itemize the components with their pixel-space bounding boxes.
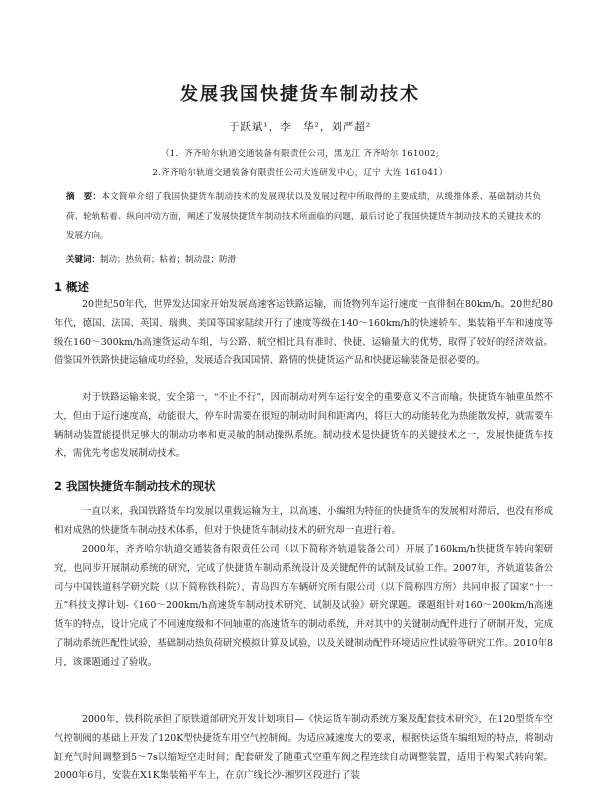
paragraph (54, 541, 553, 673)
abstract (66, 188, 541, 247)
paragraph-text: 对于铁路运输来说，安全第一，“不止不行”，因而制动对列车运行安全的重要意义不言而喻。快捷货车轴重虽然不大，但由于运行速度高，动能很大，停车时需要在很短的制动时间和距离内，将巨大的动能转化为热能散发掉，就需要车辆制动装置能提供足够大的制动功率和更灵敏的制动操纵系统。制动技术是快捷货车的关键技术之一，发展快捷货车技术，需优先考虑发展制动技术。 (54, 392, 553, 460)
paragraph-text: 20世纪50年代，世界发达国家开始发展高速客运铁路运输，而货物列车运行速度一直徘徊在80km/h。20世纪80年代，德国、法国、英国、瑞典、美国等国家陆续开行了速度等级在140～160km/h的快速轿车、集装箱平车和速度等级在160～300km/h高速货运动车组，与公路、航空相比具有准时、快捷、运输量大的优势，取得了较好的经济效益。借鉴国外铁路快捷运输成功经验，发展适合我国国情、路情的快捷货运产品和快捷运输装备是很必要的。 (54, 299, 553, 367)
paragraph-text: 2000年，铁科院承担了原铁道部研究开发计划项目—《快运货车制动系统方案及配套技术研究》，在120型货车空气控制阀的基础上开发了120K型快捷货车用空气控制阀。为适应减速度大的要求，根据快运货车编组短的特点，将制动缸充气时间调整到5～7s以缩短空走时间；配套研发了随重式空重车阀之程连续自动调整装置，适用于构架式转向架。2000年6月，安装在X1K集装箱平车上，在京广线长沙-湘罗区段进行了装 (54, 714, 553, 782)
keywords-text: 制动；热负荷；粘着；制动盘；防滑 (100, 255, 237, 265)
affiliation-2: 2.齐齐哈尔轨道交通装备有限责任公司大连研发中心，辽宁 大连 161041） (152, 168, 448, 178)
section-heading-status: 2 我国快捷货车制动技术的现状 (54, 479, 216, 493)
paragraph (54, 711, 553, 786)
keywords (66, 253, 541, 265)
paragraph-text: 2000年，齐齐哈尔轨道交通装备有限责任公司（以下简称齐轨道装备公司）开展了160km/h快捷货车转向架研究，也同步开展制动系统的研究，完成了快捷货车制动系统设计及关键配件的试制及试验工作。2007年，齐轨道装备公司与中国铁道科学研究院（以下简称铁科院）、青岛四方车辆研究所有限公司（以下简称四方所）共同申报了国家“十一五”科技支撑计划-《160～200km/h高速货车制动技术研究、试制及试验》研究课题。课题组针对160～200km/h高速货车的特点，设计完成了不同速度级和不同轴重的高速货车的制动系统，并对其中的关键制动配件进行了研制开发，完成了制动系统匹配性试验，基础制动热负荷研究模拟计算及试验，以及关键制动配件环境适应性试验等研究工作。2010年8月，该课题通过了验收。 (54, 544, 553, 668)
affiliation-1: （1．齐齐哈尔轨道交通装备有限责任公司，黑龙江 齐齐哈尔 161002; (161, 149, 439, 159)
paragraph (54, 296, 553, 371)
section-heading-overview: 1 概述 (54, 280, 90, 294)
paragraph-text: 一直以来，我国铁路货车均发展以重载运输为主，以高速、小编组为特征的快捷货车的发展相对滞后，也没有形成相对成熟的快捷货车制动技术体系，但对于快捷货车制动技术的研究却一直进行着。 (54, 506, 553, 536)
paper-title: 发展我国快捷货车制动技术 (180, 84, 420, 105)
keywords-label: 关键词： (66, 255, 101, 265)
paragraph (54, 503, 553, 541)
author-list: 于跃斌¹，李 华²，刘严超² (228, 121, 372, 133)
abstract-text: 本文简单介绍了我国快捷货车制动技术的发展现状以及发展过程中所取得的主要成绩，从缓推体系、基础制动共负荷、轮轨粘着、纵向冲动方面，阐述了发展快捷货车制动技术所面临的问题，最后讨论了我国快捷货车制动技术的关键技术的发展方向。 (66, 192, 541, 241)
paragraph (54, 389, 553, 464)
abstract-label: 摘 要： (66, 192, 102, 202)
